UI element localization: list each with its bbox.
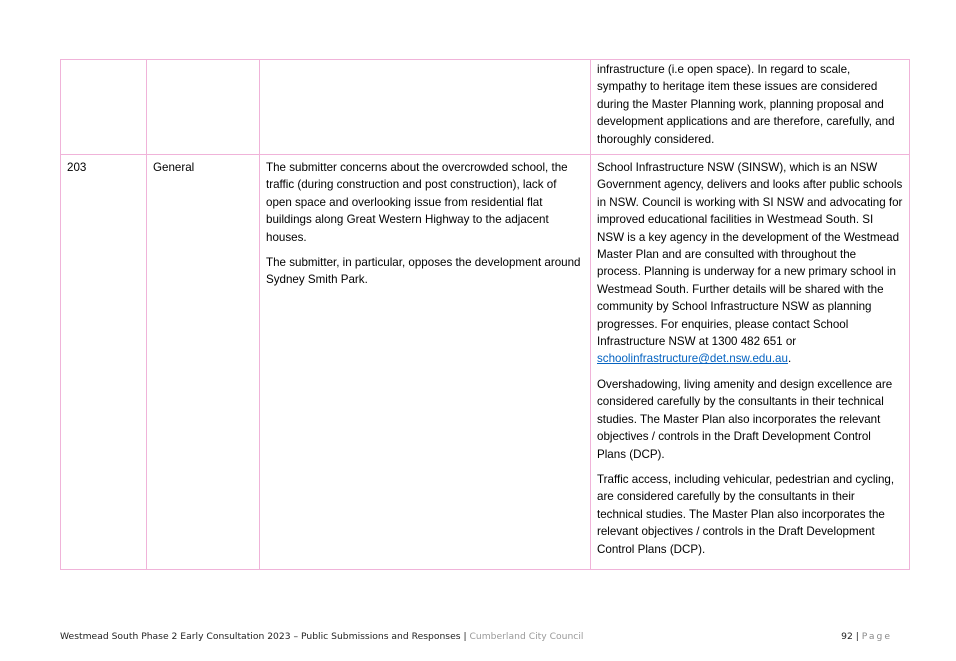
- cell-id: [61, 155, 147, 570]
- footer-separator: |: [463, 631, 467, 642]
- table-row: [61, 60, 910, 155]
- cell-category: [147, 155, 260, 570]
- cell-id: [61, 60, 147, 155]
- response-paragraph: [597, 159, 903, 368]
- page-number-block: [841, 631, 892, 642]
- page-separator: |: [855, 631, 859, 642]
- cell-category: [147, 60, 260, 155]
- submission-category: General: [153, 161, 195, 174]
- submission-paragraph: The submitter, in particular, opposes the development around Sydney Smith Park.: [266, 256, 581, 287]
- page-number: 92: [841, 631, 853, 642]
- footer-title: Westmead South Phase 2 Early Consultation 2023 – Public Submissions and Responses: [60, 631, 461, 642]
- response-paragraph: Traffic access, including vehicular, pedestrian and cycling, are considered carefully by the consultants in their technical studies. The Master Plan also incorporates the relevant objectives / controls in the Draft Development Control Plans (DCP).: [597, 472, 895, 556]
- page-label: Page: [861, 631, 892, 642]
- table-row: [61, 155, 910, 570]
- submission-id: 203: [67, 161, 87, 174]
- footer-council: Cumberland City Council: [469, 631, 584, 642]
- cell-response: [591, 60, 910, 155]
- response-text: infrastructure (i.e open space). In regard to scale, sympathy to heritage item these issues are considered during the Master Planning work, planning proposal and development applications and are therefore, carefully, and thoroughly considered.: [597, 63, 895, 146]
- response-text-end: .: [787, 352, 792, 366]
- submission-paragraph: The submitter concerns about the overcrowded school, the traffic (during construction and post construction), lack of open space and overlooking issue from residential flat buildings along Great Western Highway to the adjacent houses.: [266, 161, 568, 244]
- response-paragraph: Overshadowing, living amenity and design excellence are considered carefully by the consultants in their technical studies. The Master Plan also incorporates the relevant objectives / controls in the Draft Development Control Plans (DCP).: [597, 377, 893, 461]
- email-link[interactable]: schoolinfrastructure@det.nsw.edu.au: [597, 352, 788, 366]
- page-footer: [60, 631, 900, 642]
- cell-submission: [260, 60, 591, 155]
- cell-submission: [260, 155, 591, 570]
- response-text: School Infrastructure NSW (SINSW), which is an NSW Government agency, delivers and looks after public schools in NSW. Council is working with SI NSW and advocating for improved educational facilities in Westmead South. SI NSW is a key agency in the development of the Westmead Master Plan and are consulted with throughout the process. Planning is underway for a new primary school in Westmead South. Further details will be shared with the community by School Infrastructure NSW as planning progresses. For enquiries, please contact School Infrastructure NSW at 1300 482 651 or: [597, 161, 903, 349]
- submissions-table: [60, 59, 910, 570]
- cell-response: [591, 155, 910, 570]
